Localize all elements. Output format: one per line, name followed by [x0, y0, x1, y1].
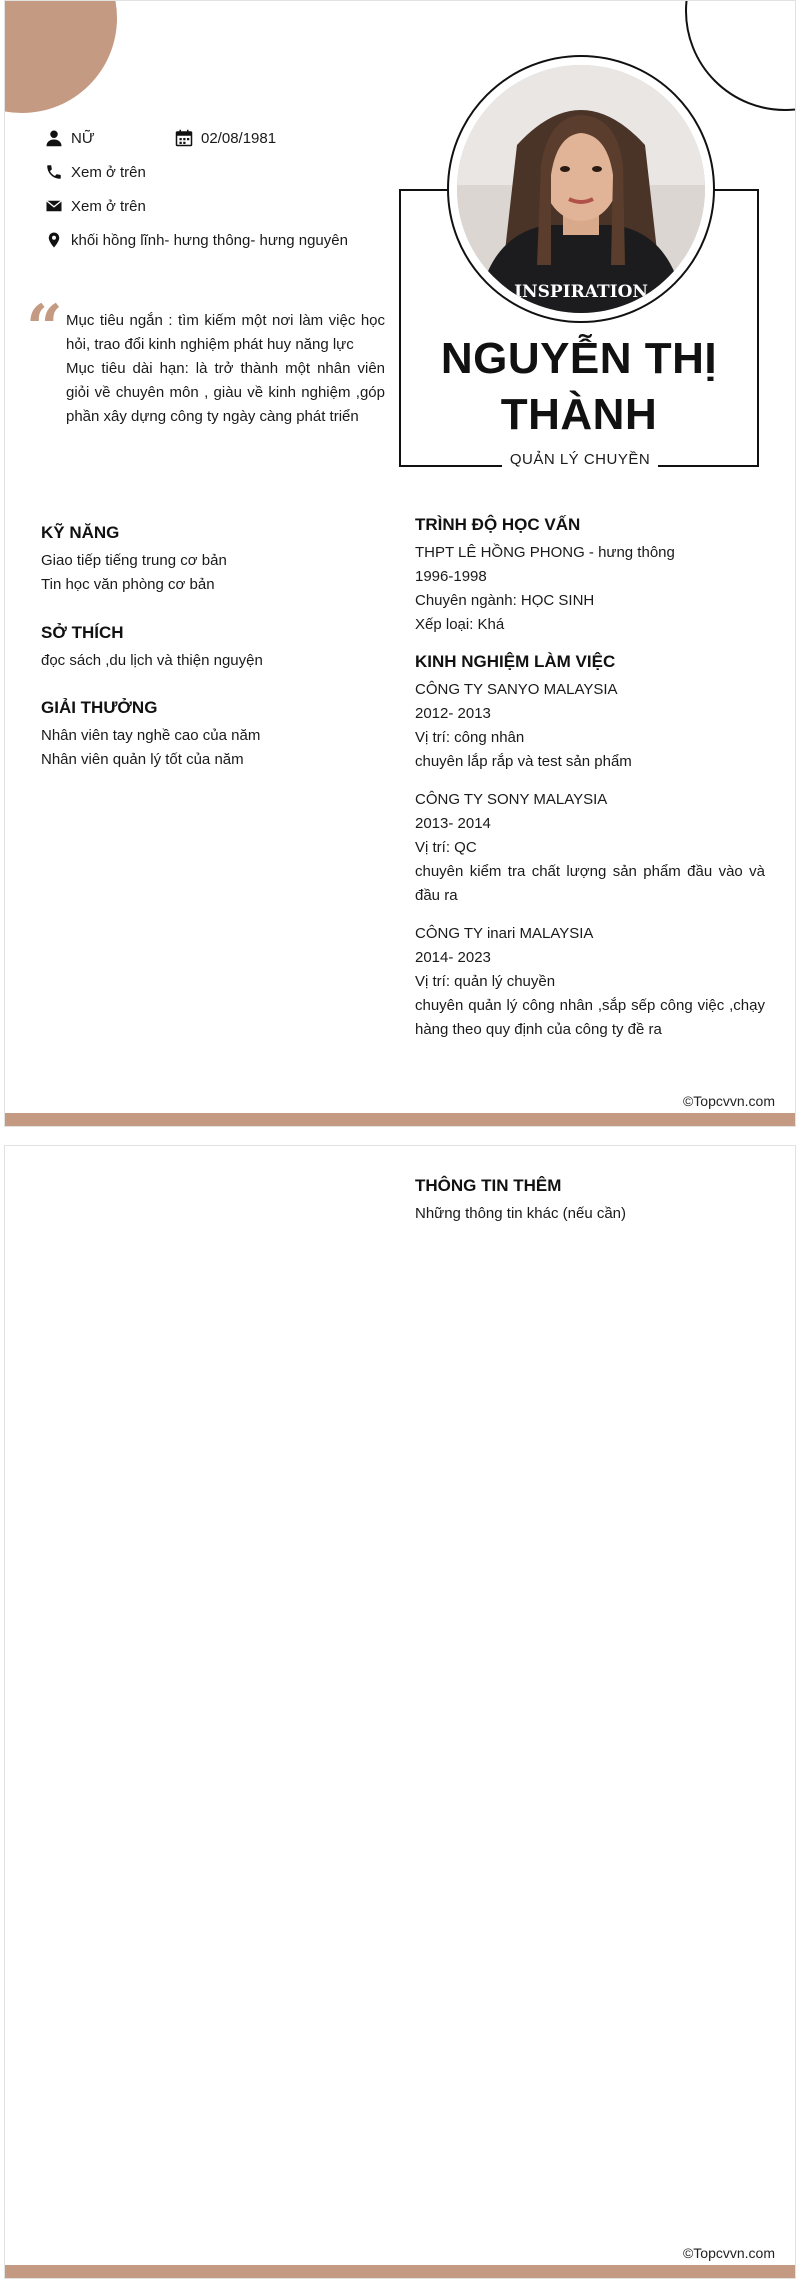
birthdate-row [175, 129, 276, 147]
svg-text:INSPIRATION: INSPIRATION [514, 282, 648, 302]
hobbies-section [41, 623, 381, 673]
address-value: khối hồng lĩnh- hưng thông- hưng nguyên [71, 231, 348, 249]
award-item: Nhân viên tay nghề cao của năm [41, 727, 261, 744]
candidate-name [401, 331, 757, 443]
study-years: 1996-1998 [415, 568, 487, 585]
experience-item [415, 788, 765, 908]
skill-item: Tin học văn phòng cơ bản [41, 576, 215, 593]
extra-info-section [415, 1176, 765, 1226]
work-period: 2013- 2014 [415, 815, 491, 832]
footer-bar [5, 2265, 795, 2278]
cv-page-1 [4, 0, 796, 1127]
footer-bar [5, 1113, 795, 1126]
name-line-1: NGUYỄN THỊ [440, 334, 718, 383]
work-period: 2014- 2023 [415, 949, 491, 966]
work-position: Vị trí: QC [415, 839, 477, 856]
portrait-photo [457, 65, 705, 313]
company-name: CÔNG TY SONY MALAYSIA [415, 791, 608, 808]
experience-item [415, 922, 765, 1042]
decorative-circle-top-left [4, 0, 117, 113]
footer-brand: ©Topcvvn.com [682, 2245, 775, 2261]
extra-info-title: THÔNG TIN THÊM [415, 1176, 562, 1195]
location-pin-icon [45, 231, 63, 249]
work-description: chuyên quản lý công nhân ,sắp sếp công việc ,chạy hàng theo quy định của công ty đề ra [415, 997, 765, 1038]
work-description: chuyên lắp rắp và test sản phẩm [415, 753, 632, 770]
birthdate-value: 02/08/1981 [201, 129, 277, 147]
email-row [45, 197, 146, 215]
calendar-icon [175, 129, 193, 147]
hobbies-title: SỞ THÍCH [41, 623, 124, 642]
person-icon [45, 129, 63, 147]
gender-row [45, 129, 95, 147]
work-period: 2012- 2013 [415, 705, 491, 722]
avatar-frame [447, 55, 715, 323]
phone-row [45, 163, 146, 181]
email-value: Xem ở trên [71, 197, 146, 215]
company-name: CÔNG TY SANYO MALAYSIA [415, 681, 618, 698]
phone-icon [45, 163, 63, 181]
award-item: Nhân viên quản lý tốt của năm [41, 751, 244, 768]
experience-section [415, 652, 765, 1056]
awards-section [41, 698, 381, 772]
major: Chuyên ngành: HỌC SINH [415, 592, 595, 609]
experience-item [415, 678, 765, 774]
decorative-circle-top-right [685, 0, 796, 111]
work-position: Vị trí: quản lý chuyền [415, 973, 556, 990]
job-title-row [399, 451, 761, 469]
awards-title: GIẢI THƯỞNG [41, 698, 158, 717]
education-section [415, 515, 765, 637]
address-row [45, 231, 348, 249]
skills-title: KỸ NĂNG [41, 523, 120, 542]
footer-brand: ©Topcvvn.com [682, 1093, 775, 1109]
work-position: Vị trí: công nhân [415, 729, 525, 746]
hobby-item: đọc sách ,du lịch và thiện nguyện [41, 652, 263, 669]
skills-section [41, 523, 381, 597]
email-icon [45, 197, 63, 215]
job-title: QUẢN LÝ CHUYỀN [502, 451, 658, 468]
education-title: TRÌNH ĐỘ HỌC VẤN [415, 515, 581, 534]
rank: Xếp loại: Khá [415, 616, 505, 633]
name-line-2: THÀNH [500, 390, 658, 439]
avatar [457, 65, 705, 313]
objective-long: Mục tiêu dài hạn: là trở thành một nhân viên giỏi về chuyên môn , giàu về kinh nghiệm ,góp phần xây dựng công ty ngày càng phát triển [66, 360, 385, 425]
objective-short: Mục tiêu ngắn : tìm kiếm một nơi làm việc học hỏi, trao đổi kinh nghiệm phát huy năng lực [66, 312, 385, 353]
work-description: chuyên kiểm tra chất lượng sản phẩm đầu vào và đầu ra [415, 863, 765, 904]
company-name: CÔNG TY inari MALAYSIA [415, 925, 594, 942]
experience-title: KINH NGHIỆM LÀM VIỆC [415, 652, 616, 671]
cv-page-2 [4, 1145, 796, 2279]
school-name: THPT LÊ HỒNG PHONG - hưng thông [415, 544, 675, 561]
skill-item: Giao tiếp tiếng trung cơ bản [41, 552, 227, 569]
quote-icon: “ [26, 291, 63, 366]
extra-info-body: Những thông tin khác (nếu cần) [415, 1205, 627, 1222]
career-objective [66, 309, 385, 429]
gender-value: NỮ [71, 129, 95, 147]
phone-value: Xem ở trên [71, 163, 146, 181]
